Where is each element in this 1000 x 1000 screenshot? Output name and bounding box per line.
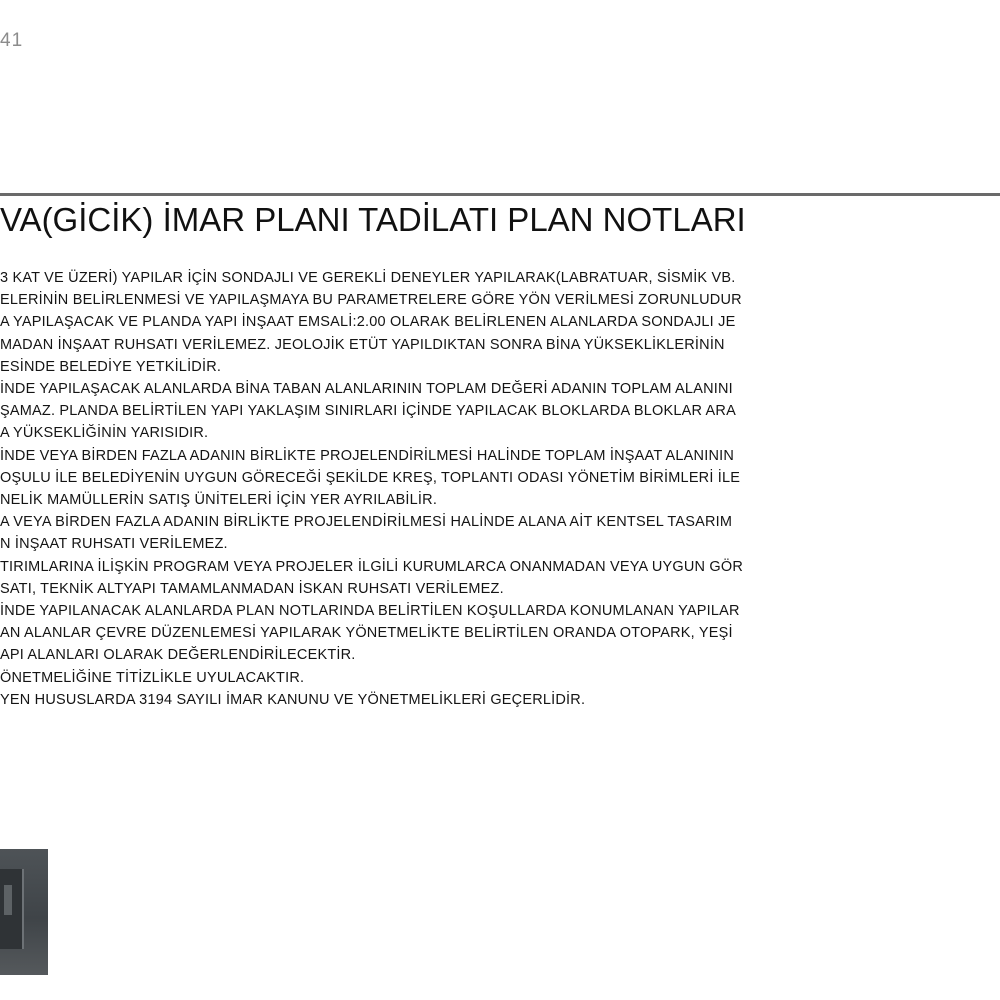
page-title: VA(GİCİK) İMAR PLANI TADİLATI PLAN NOTLARI bbox=[0, 201, 746, 238]
note-line: ÖNETMELİĞİNE TİTİZLİKLE UYULACAKTIR. bbox=[0, 669, 305, 686]
note-line: AN ALANLAR ÇEVRE DÜZENLEMESİ YAPILARAK YÖNETMELİKTE BELİRTİLEN ORANDA OTOPARK, YEŞİ bbox=[0, 625, 733, 642]
note-line: İNDE YAPILAŞACAK ALANLARDA BİNA TABAN ALANLARININ TOPLAM DEĞERİ ADANIN TOPLAM ALANINI bbox=[0, 381, 733, 398]
note-line: OŞULU İLE BELEDİYENİN UYGUN GÖRECEĞİ ŞEKİLDE KREŞ, TOPLANTI ODASI YÖNETİM BİRİMLERİ İLE bbox=[0, 469, 741, 486]
note-line: TIRIMLARINA İLİŞKİN PROGRAM VEYA PROJELER İLGİLİ KURUMLARCA ONANMADAN VEYA UYGUN GÖR bbox=[0, 558, 744, 575]
note-line: ELERİNİN BELİRLENMESİ VE YAPILAŞMAYA BU PARAMETRELERE GÖRE YÖN VERİLMESİ ZORUNLUDUR bbox=[0, 292, 742, 309]
note-line: SATI, TEKNİK ALTYAPI TAMAMLANMADAN İSKAN RUHSATI VERİLEMEZ. bbox=[0, 580, 504, 597]
note-line: A YÜKSEKLİĞİNİN YARISIDIR. bbox=[0, 425, 209, 442]
plan-notes-list bbox=[0, 267, 1000, 711]
note-line: MADAN İNŞAAT RUHSATI VERİLEMEZ. JEOLOJİK ETÜT YAPILDIKTAN SONRA BİNA YÜKSEKLİKLERİNİN bbox=[0, 336, 725, 353]
note-line: 3 KAT VE ÜZERİ) YAPILAR İÇİN SONDAJLI VE GEREKLİ DENEYLER YAPILARAK(LABRATUAR, SİSMİK VB. bbox=[0, 270, 736, 286]
note-line: A YAPILAŞACAK VE PLANDA YAPI İNŞAAT EMSALİ:2.00 OLARAK BELİRLENEN ALANLARDA SONDAJLI JE bbox=[0, 314, 736, 331]
note-line: A VEYA BİRDEN FAZLA ADANIN BİRLİKTE PROJELENDİRİLMESİ HALİNDE ALANA AİT KENTSEL TASARIM bbox=[0, 514, 733, 531]
note-line: ŞAMAZ. PLANDA BELİRTİLEN YAPI YAKLAŞIM SINIRLARI İÇİNDE YAPILACAK BLOKLARDA BLOKLAR ARA bbox=[0, 403, 736, 420]
note-line: ESİNDE BELEDİYE YETKİLİDİR. bbox=[0, 358, 222, 375]
note-line: API ALANLARI OLARAK DEĞERLENDİRİLECEKTİR. bbox=[0, 647, 356, 664]
note-line: YEN HUSUSLARDA 3194 SAYILI İMAR KANUNU VE YÖNETMELİKLERİ GEÇERLİDİR. bbox=[0, 691, 586, 708]
note-line: NELİK MAMÜLLERİN SATIŞ ÜNİTELERİ İÇİN YER AYRILABİLİR. bbox=[0, 492, 438, 509]
thumbnail-highlight bbox=[4, 885, 12, 915]
title-divider bbox=[0, 193, 1000, 196]
page-number: 41 bbox=[0, 30, 24, 51]
note-line: İNDE VEYA BİRDEN FAZLA ADANIN BİRLİKTE PROJELENDİRİLMESİ HALİNDE TOPLAM İNŞAAT ALANININ bbox=[0, 447, 735, 464]
photo-thumbnail bbox=[0, 849, 48, 975]
note-line: N İNŞAAT RUHSATI VERİLEMEZ. bbox=[0, 536, 228, 553]
note-line: İNDE YAPILANACAK ALANLARDA PLAN NOTLARINDA BELİRTİLEN KOŞULLARDA KONUMLANAN YAPILAR bbox=[0, 603, 740, 620]
